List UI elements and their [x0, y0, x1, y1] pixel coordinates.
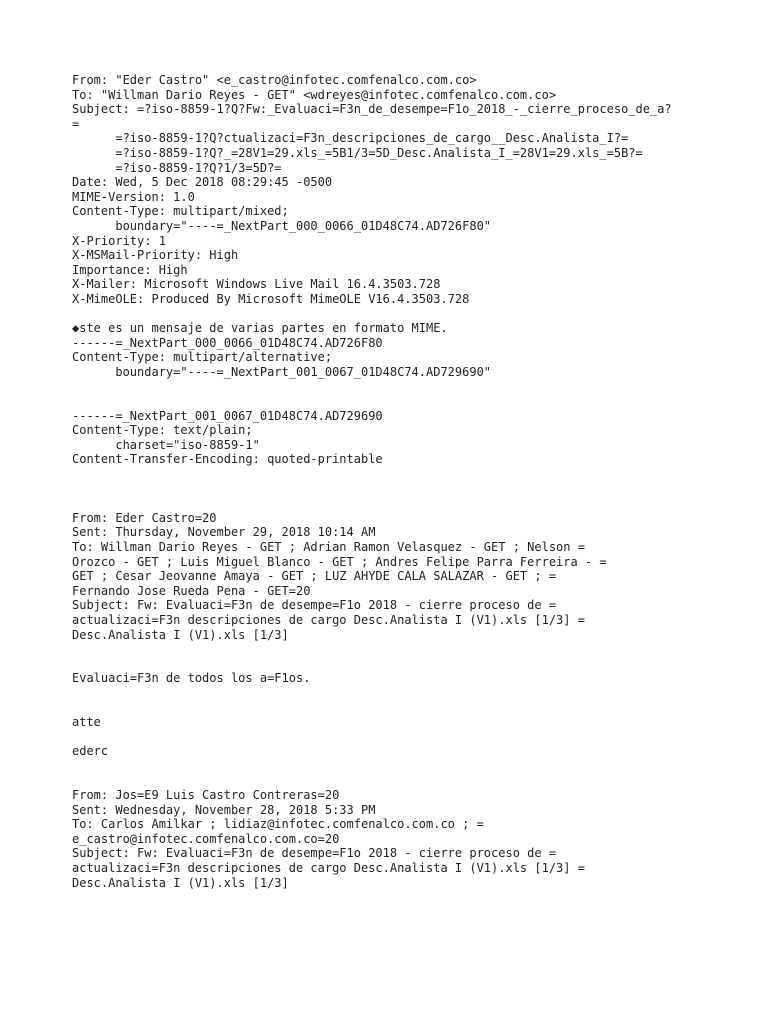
forward-to-line: To: Willman Dario Reyes - GET ; Adrian Ramon Velasquez - GET ; Nelson = — [72, 540, 585, 554]
header-mime-version: MIME-Version: 1.0 — [72, 189, 195, 204]
blank-line — [72, 467, 752, 482]
forward-to-line: Orozco - GET ; Luis Miguel Blanco - GET ; Andres Felipe Parra Ferreira - = — [72, 554, 607, 569]
blank-line — [72, 774, 752, 789]
mime-preamble: ◆ste es un mensaje de varias partes en formato MIME. — [72, 321, 448, 336]
mime-part-boundary: ------=_NextPart_000_0066_01D48C74.AD726F80 — [72, 335, 383, 350]
forward-sent: Sent: Wednesday, November 28, 2018 5:33 PM — [72, 802, 376, 817]
email-headers — [72, 73, 752, 307]
header-x-mimeole: X-MimeOLE: Produced By Microsoft MimeOLE V16.4.3503.728 — [72, 291, 470, 306]
header-subject-line: =?iso-8859-1?Q?1/3=5D?= — [72, 160, 282, 175]
blank-line — [72, 482, 752, 497]
forward-subject-line: actualizaci=F3n descripciones de cargo Desc.Analista I (V1).xls [1/3] = — [72, 612, 585, 627]
forwarded-message-2 — [72, 788, 752, 890]
blank-line — [72, 759, 752, 774]
blank-line — [72, 379, 752, 394]
forward-to-line: e_castro@infotec.comfenalco.com.co=20 — [72, 831, 340, 846]
blank-line — [72, 394, 752, 409]
mime-content-type: Content-Type: multipart/alternative; — [72, 350, 333, 365]
blank-line — [72, 701, 752, 716]
forward-to-line: Fernando Jose Rueda Pena - GET=20 — [72, 583, 311, 598]
forward-subject-line: Desc.Analista I (V1).xls [1/3] — [72, 875, 289, 890]
forward-subject-line: Subject: Fw: Evaluaci=F3n de desempe=F1o 2018 - cierre proceso de = — [72, 598, 557, 613]
forward-body: Evaluaci=F3n de todos los a=F1os. — [72, 671, 311, 686]
blank-line — [72, 307, 752, 322]
forward-from: From: Jos=E9 Luis Castro Contreras=20 — [72, 788, 340, 803]
header-date: Date: Wed, 5 Dec 2018 08:29:45 -0500 — [72, 175, 333, 190]
blank-line — [72, 686, 752, 701]
text-part-encoding: Content-Transfer-Encoding: quoted-printable — [72, 452, 383, 467]
blank-line — [72, 730, 752, 745]
forward-signature: ederc — [72, 744, 109, 759]
blank-line — [72, 657, 752, 672]
header-boundary: boundary="----=_NextPart_000_0066_01D48C74.AD726F80" — [72, 218, 492, 233]
header-from: From: "Eder Castro" <e_castro@infotec.comfenalco.com.co> — [72, 73, 477, 87]
mime-boundary: boundary="----=_NextPart_001_0067_01D48C74.AD729690" — [72, 364, 492, 379]
blank-line — [72, 496, 752, 511]
header-x-priority: X-Priority: 1 — [72, 233, 166, 248]
header-subject-line: =?iso-8859-1?Q?_=28V1=29.xls_=5B1/3=5D_Desc.Analista_I_=28V1=29.xls_=5B?= — [72, 145, 643, 160]
forward-subject-line: Subject: Fw: Evaluaci=F3n de desempe=F1o 2018 - cierre proceso de = — [72, 846, 557, 861]
text-part-charset: charset="iso-8859-1" — [72, 437, 260, 452]
forwarded-message-1 — [72, 511, 752, 759]
text-part-boundary: ------=_NextPart_001_0067_01D48C74.AD729690 — [72, 408, 383, 423]
forward-from: From: Eder Castro=20 — [72, 510, 217, 525]
header-x-mailer: X-Mailer: Microsoft Windows Live Mail 16.4.3503.728 — [72, 277, 441, 292]
forward-closing: atte — [72, 715, 101, 730]
header-subject-line: =?iso-8859-1?Q?ctualizaci=F3n_descripciones_de_cargo__Desc.Analista_I?= — [72, 131, 629, 146]
forward-sent: Sent: Thursday, November 29, 2018 10:14 AM — [72, 525, 376, 540]
header-subject-line: = — [72, 116, 80, 131]
text-part-content-type: Content-Type: text/plain; — [72, 423, 253, 438]
header-to: To: "Willman Dario Reyes - GET" <wdreyes@infotec.comfenalco.com.co> — [72, 87, 557, 102]
email-source-document — [72, 73, 752, 890]
forward-to-line: GET ; Cesar Jeovanne Amaya - GET ; LUZ AHYDE CALA SALAZAR - GET ; = — [72, 569, 557, 584]
forward-subject-line: Desc.Analista I (V1).xls [1/3] — [72, 627, 289, 642]
header-subject-line: Subject: =?iso-8859-1?Q?Fw:_Evaluaci=F3n_de_desempe=F1o_2018_-_cierre_proceso_de_a? — [72, 102, 672, 117]
blank-line — [72, 642, 752, 657]
mime-intro — [72, 321, 752, 379]
header-x-msmail-priority: X-MSMail-Priority: High — [72, 248, 239, 263]
forward-subject-line: actualizaci=F3n descripciones de cargo Desc.Analista I (V1).xls [1/3] = — [72, 861, 585, 876]
header-content-type: Content-Type: multipart/mixed; — [72, 204, 289, 219]
header-importance: Importance: High — [72, 262, 188, 277]
text-part-headers — [72, 409, 752, 467]
forward-to-line: To: Carlos Amilkar ; lidiaz@infotec.comfenalco.com.co ; = — [72, 817, 484, 832]
